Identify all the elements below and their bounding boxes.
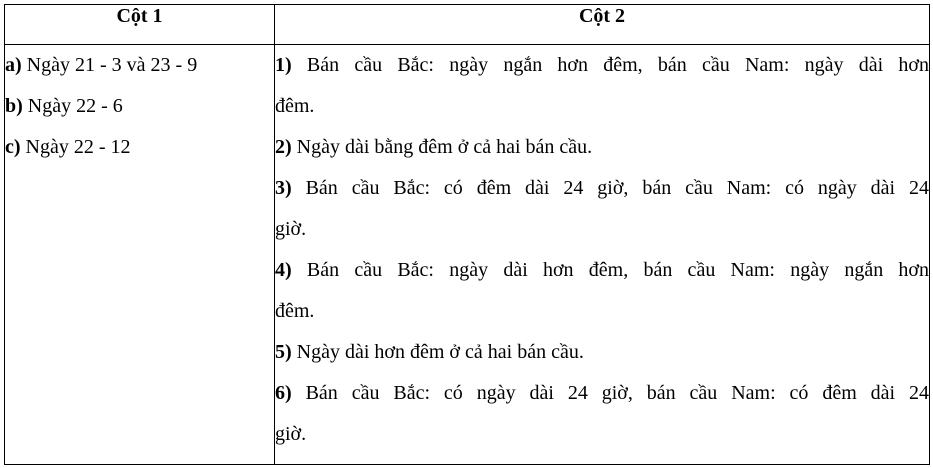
item-text: Bán cầu Bắc: có ngày dài 24 giờ, bán cầu Nam: có đêm dài 24 (305, 382, 930, 404)
item-marker: 4) (275, 259, 292, 281)
list-item (5, 45, 274, 86)
item-text: Bán cầu Bắc: ngày dài hơn đêm, bán cầu Nam: ngày ngắn hơn (306, 259, 929, 281)
item-text: Ngày 22 - 12 (25, 136, 131, 158)
list-item (5, 127, 274, 168)
list-item (275, 373, 929, 414)
item-text: Ngày 22 - 6 (27, 95, 123, 117)
item-marker: 3) (275, 177, 292, 199)
item-marker: b) (5, 95, 23, 117)
content-row (5, 45, 930, 465)
matching-table (4, 4, 930, 465)
item-text: Ngày 21 - 3 và 23 - 9 (26, 54, 198, 76)
item-continuation: giờ. (275, 218, 307, 240)
item-marker: 5) (275, 341, 292, 363)
item-marker: 2) (275, 136, 292, 158)
item-text: Ngày dài hơn đêm ở cả hai bán cầu. (296, 341, 584, 363)
item-marker: a) (5, 54, 22, 76)
item-marker: 6) (275, 382, 292, 404)
item-marker: c) (5, 136, 21, 158)
list-item (275, 168, 929, 209)
column-1-cell (5, 45, 275, 465)
list-item (275, 250, 929, 291)
list-item (275, 332, 929, 373)
header-row (5, 5, 930, 45)
item-continuation: đêm. (275, 300, 315, 322)
list-item (275, 45, 929, 86)
item-text: Ngày dài bằng đêm ở cả hai bán cầu. (296, 136, 593, 158)
column-2-header: Cột 2 (275, 5, 930, 45)
item-marker: 1) (275, 54, 292, 76)
column-2-cell (275, 45, 930, 465)
item-continuation: giờ. (275, 423, 307, 445)
column-1-header: Cột 1 (5, 5, 275, 45)
item-text: Bán cầu Bắc: có đêm dài 24 giờ, bán cầu Nam: có ngày dài 24 (305, 177, 930, 199)
item-continuation: đêm. (275, 95, 315, 117)
list-item (5, 86, 274, 127)
item-text: Bán cầu Bắc: ngày ngắn hơn đêm, bán cầu Nam: ngày dài hơn (306, 54, 929, 76)
list-item (275, 127, 929, 168)
